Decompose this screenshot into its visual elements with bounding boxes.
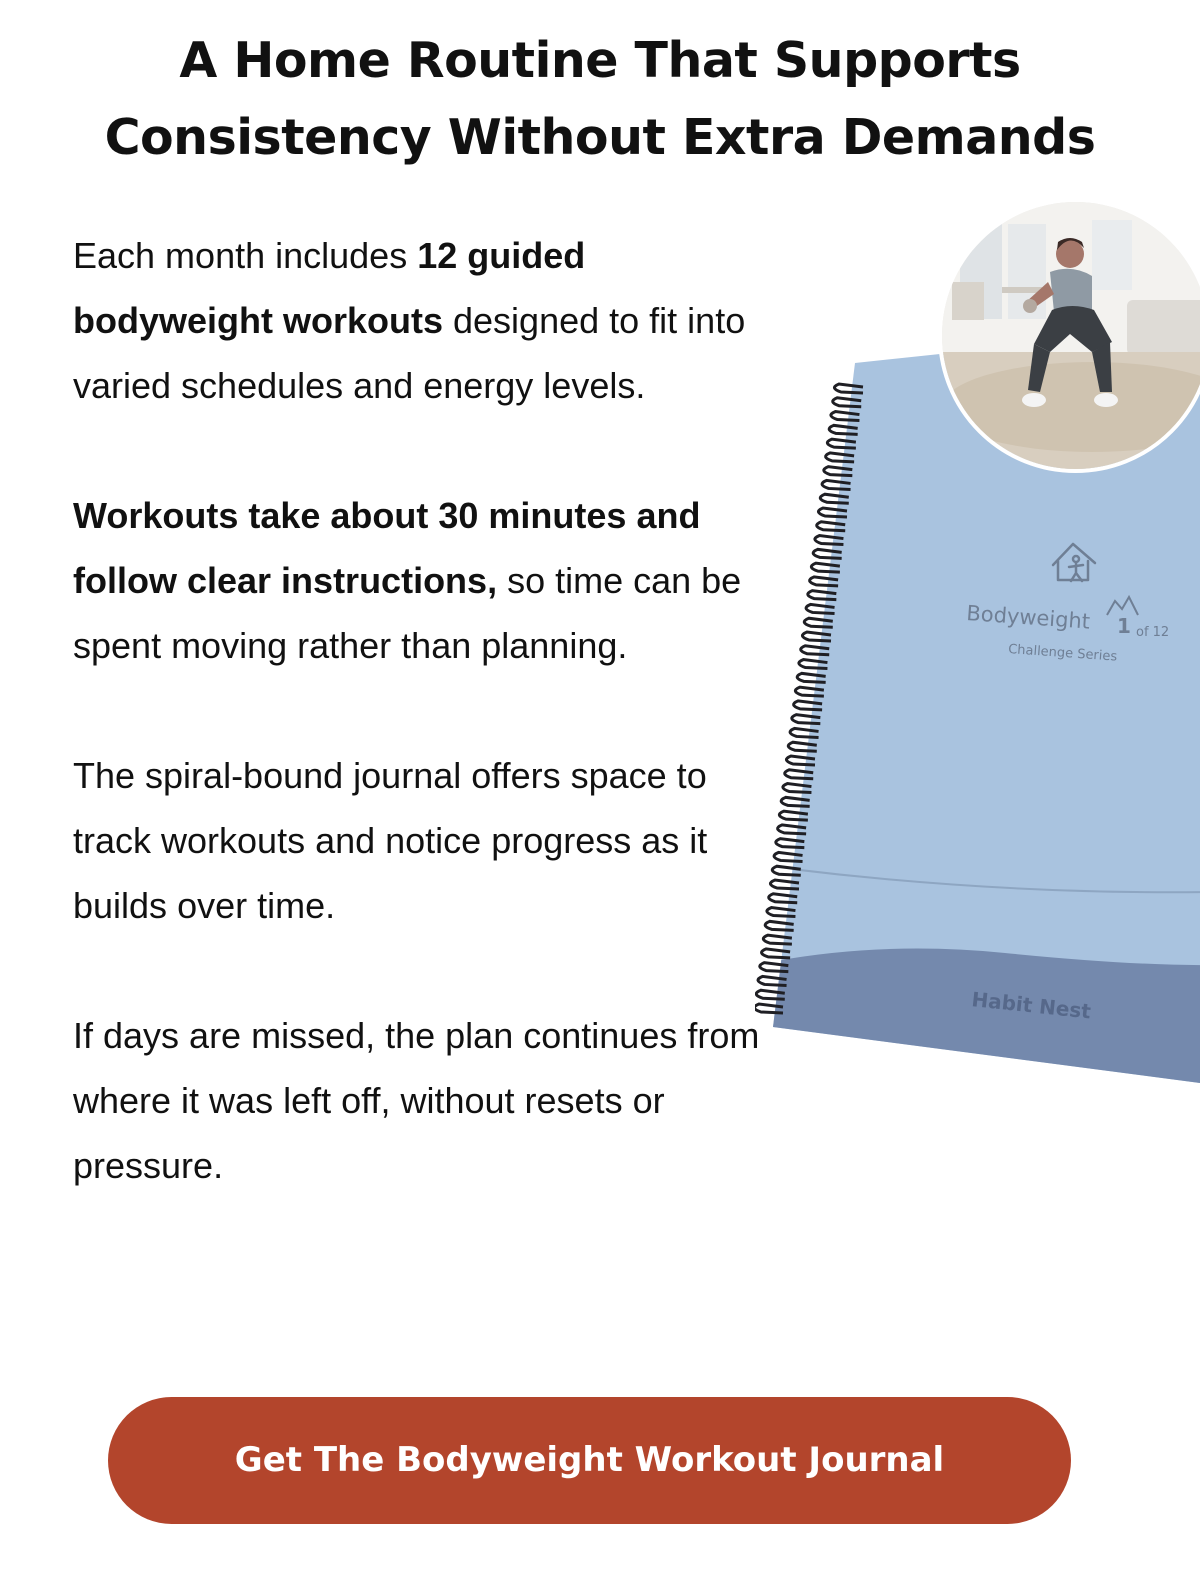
headline-line-1: A Home Routine That Supports	[179, 32, 1021, 89]
journal-title: Bodyweight	[965, 601, 1091, 634]
paragraph-emphasis: 12 guided bodyweight workouts	[73, 235, 586, 341]
paragraph-text: Each month includes	[73, 235, 418, 276]
paragraph-text: designed to fit into varied schedules and energy levels.	[73, 300, 746, 406]
journal-volume-number: 1	[1117, 614, 1131, 638]
journal-brand: Habit Nest	[970, 987, 1093, 1024]
paragraph-missed-days	[73, 1003, 773, 1198]
journal-bottom-band	[755, 949, 1200, 1095]
paragraph-workout-duration	[73, 483, 773, 678]
body-copy	[73, 223, 773, 1263]
headline-line-2: Consistency Without Extra Demands	[104, 109, 1096, 166]
paragraph-workouts-per-month	[73, 223, 773, 418]
paragraph-text: If days are missed, the plan continues from where it was left off, without resets or pressure.	[73, 1015, 760, 1186]
paragraph-text: The spiral-bound journal offers space to track workouts and notice progress as it builds over time.	[73, 755, 708, 926]
get-journal-button[interactable]: Get The Bodyweight Workout Journal	[108, 1397, 1071, 1524]
paragraph-journal-tracking	[73, 743, 773, 938]
headline	[0, 22, 1200, 176]
workout-photo	[938, 198, 1200, 473]
paragraph-emphasis: Workouts take about 30 minutes and follow clear instructions,	[73, 495, 701, 601]
journal-volume-of: of 12	[1136, 625, 1170, 640]
paragraph-text: so time can be spent moving rather than planning.	[73, 560, 742, 666]
journal-series: Challenge Series	[1007, 642, 1118, 665]
product-image	[755, 195, 1200, 1095]
